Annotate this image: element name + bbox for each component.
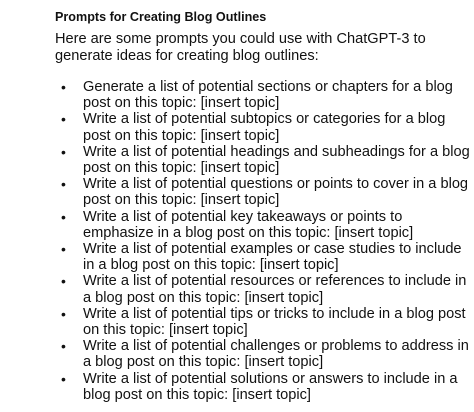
list-item bbox=[55, 176, 470, 208]
list-item-text: Write a list of potential subtopics or categories for a blog post on this topic: [insert topic] bbox=[83, 111, 446, 144]
bullet-icon: • bbox=[61, 370, 66, 387]
list-item bbox=[55, 338, 470, 370]
list-item-text: Write a list of potential tips or tricks to include in a blog post on this topic: [insert topic] bbox=[83, 305, 466, 338]
bullet-icon: • bbox=[61, 305, 66, 322]
list-item bbox=[55, 144, 470, 176]
bullet-icon: • bbox=[61, 176, 66, 193]
bullet-icon: • bbox=[61, 79, 66, 95]
list-item bbox=[55, 371, 470, 403]
list-item-text: Generate a list of potential sections or chapters for a blog post on this topic: [insert topic] bbox=[83, 79, 453, 112]
bullet-icon: • bbox=[61, 143, 66, 160]
list-item-text: Write a list of potential solutions or answers to include in a blog post on this topic: [insert topic] bbox=[83, 370, 458, 403]
list-item bbox=[55, 209, 470, 241]
bullet-icon: • bbox=[61, 273, 66, 290]
intro-paragraph: Here are some prompts you could use with ChatGPT-3 to generate ideas for creating blog outlines: bbox=[55, 31, 426, 64]
section-heading: Prompts for Creating Blog Outlines bbox=[55, 10, 267, 24]
list-item bbox=[55, 273, 470, 305]
list-item-text: Write a list of potential key takeaways or points to emphasize in a blog post on this topic: [insert topic] bbox=[83, 208, 414, 241]
list-item-text: Write a list of potential challenges or problems to address in a blog post on this topic: [insert topic] bbox=[83, 338, 469, 371]
bullet-icon: • bbox=[61, 111, 66, 128]
list-item-text: Write a list of potential examples or case studies to include in a blog post on this topic: [insert topic] bbox=[83, 240, 462, 274]
list-item bbox=[55, 306, 470, 338]
list-item bbox=[55, 111, 470, 143]
list-item bbox=[55, 79, 470, 111]
bullet-icon: • bbox=[61, 240, 66, 257]
prompt-list bbox=[55, 79, 470, 403]
list-item-text: Write a list of potential headings and subheadings for a blog post on this topic: [insert topic] bbox=[83, 143, 470, 176]
bullet-icon: • bbox=[61, 338, 66, 355]
list-item bbox=[55, 241, 470, 273]
list-item-text: Write a list of potential resources or references to include in a blog post on this topic: [insert topic] bbox=[83, 273, 467, 306]
bullet-icon: • bbox=[61, 208, 66, 225]
list-item-text: Write a list of potential questions or points to cover in a blog post on this topic: [insert topic] bbox=[83, 176, 469, 209]
